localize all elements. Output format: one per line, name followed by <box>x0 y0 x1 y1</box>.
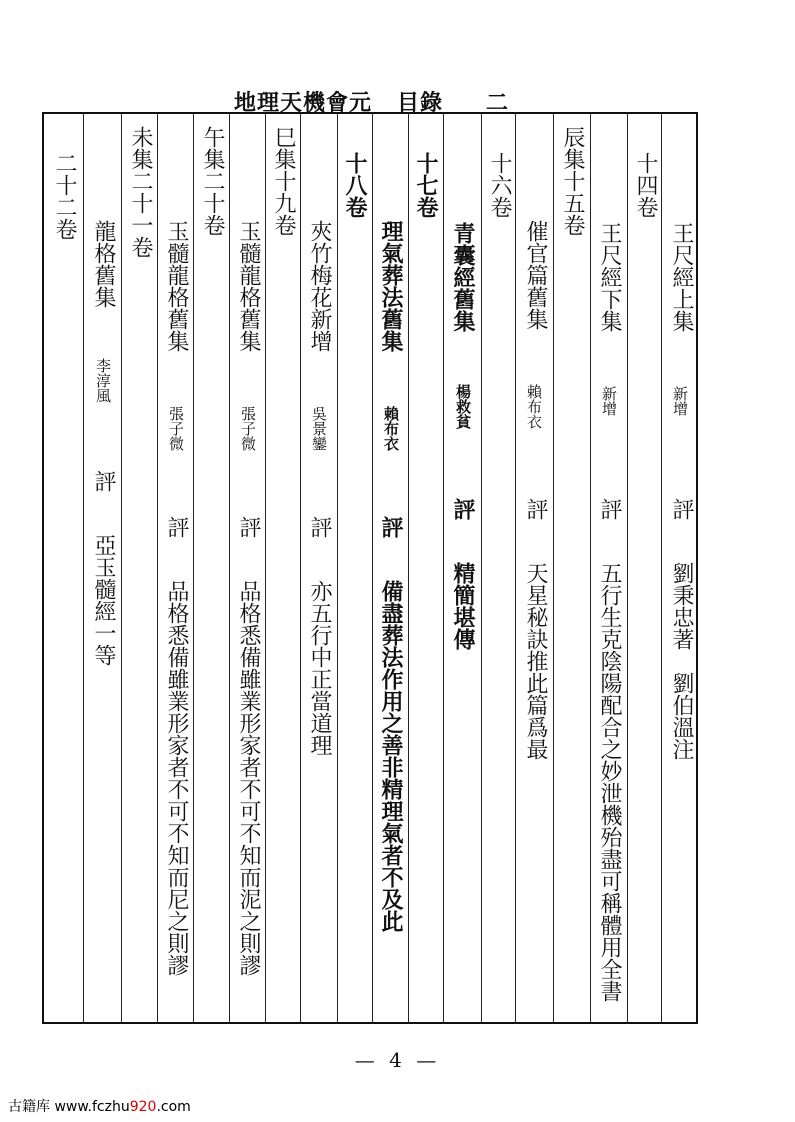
toc-column-4 <box>554 114 591 1022</box>
section-title: 目錄 <box>397 90 444 116</box>
entry-title: 青囊經舊集 <box>450 222 476 332</box>
entry-author: 新增 <box>600 386 618 416</box>
entry-comment: 亞玉髓經一等 <box>91 534 116 666</box>
volume-label: 十六卷 <box>487 152 512 218</box>
toc-column-16 <box>122 114 158 1022</box>
watermark-url <box>54 1099 190 1115</box>
entry-review-label: 評 <box>307 516 332 538</box>
volume-label: 巳集十九卷 <box>271 126 296 236</box>
entry-comment: 亦五行中正當道理 <box>307 580 332 756</box>
page-number: — 4 — <box>354 1048 441 1072</box>
toc-column-10 <box>338 114 373 1022</box>
volume-label: 辰集十五卷 <box>560 126 585 236</box>
toc-column-18 <box>44 114 84 1022</box>
toc-column-5 <box>516 114 554 1022</box>
toc-column-17 <box>84 114 122 1022</box>
book-title: 地理天機會元 <box>234 90 373 116</box>
volume-label: 十七卷 <box>413 152 439 218</box>
entry-title: 玉髓龍格舊集 <box>164 220 189 352</box>
toc-column-8 <box>409 114 444 1022</box>
entry-author: 張子微 <box>239 406 257 451</box>
entry-comment: 劉秉忠著 劉伯溫注 <box>669 562 694 760</box>
entry-author: 李淳風 <box>94 358 112 403</box>
entry-review-label: 評 <box>236 516 261 538</box>
entry-title: 王尺經下集 <box>597 222 622 332</box>
volume-label: 未集二十一卷 <box>128 126 153 258</box>
entry-review-label: 評 <box>378 516 404 538</box>
entry-author: 賴布衣 <box>525 384 543 429</box>
page-number-chinese: 二 <box>486 90 510 116</box>
volume-label: 二十二卷 <box>52 152 77 240</box>
watermark-site-name: 古籍库 <box>8 1099 50 1115</box>
toc-column-9 <box>373 114 409 1022</box>
entry-author: 張子微 <box>167 406 185 451</box>
watermark-url-prefix: www.fczhu <box>54 1099 130 1115</box>
entry-comment: 五行生克陰陽配合之妙泄機殆盡可稱體用全書 <box>597 562 622 1002</box>
entry-comment: 備盡葬法作用之善非精理氣者不及此 <box>378 580 404 932</box>
entry-title: 催官篇舊集 <box>523 220 548 330</box>
page-footer <box>0 1048 795 1072</box>
entry-comment: 天星秘訣推此篇爲最 <box>523 562 548 760</box>
toc-column-7 <box>444 114 482 1022</box>
toc-column-3 <box>591 114 628 1022</box>
volume-label: 十四卷 <box>633 152 658 218</box>
entry-author: 吳景鑾 <box>310 406 328 451</box>
toc-column-6 <box>482 114 516 1022</box>
toc-column-11 <box>301 114 338 1022</box>
table-of-contents <box>42 112 698 1024</box>
entry-comment: 品格悉備雖業形家者不可不知而泥之則謬 <box>236 580 261 976</box>
entry-review-label: 評 <box>523 498 548 520</box>
entry-author: 新增 <box>671 386 689 416</box>
site-watermark <box>8 1096 191 1116</box>
entry-review-label: 評 <box>597 498 622 520</box>
toc-column-12 <box>266 114 301 1022</box>
watermark-url-suffix: .com <box>156 1099 191 1115</box>
watermark-url-number: 920 <box>129 1099 157 1115</box>
toc-column-13 <box>230 114 266 1022</box>
toc-column-2 <box>628 114 662 1022</box>
entry-author: 賴布衣 <box>382 406 400 451</box>
entry-title: 夾竹梅花新增 <box>307 220 332 352</box>
volume-label: 十八卷 <box>342 152 368 218</box>
entry-review-label: 評 <box>669 498 694 520</box>
toc-column-14 <box>194 114 230 1022</box>
toc-column-1 <box>662 114 700 1022</box>
entry-review-label: 評 <box>91 470 116 492</box>
entry-comment: 品格悉備雖業形家者不可不知而尼之則謬 <box>164 580 189 976</box>
entry-title: 理氣葬法舊集 <box>378 220 404 352</box>
entry-review-label: 評 <box>450 498 476 520</box>
toc-column-15 <box>158 114 194 1022</box>
entry-title: 龍格舊集 <box>91 220 116 308</box>
entry-review-label: 評 <box>164 516 189 538</box>
entry-title: 王尺經上集 <box>669 222 694 332</box>
entry-title: 玉髓龍格舊集 <box>236 220 261 352</box>
entry-author: 楊救貧 <box>454 384 472 429</box>
volume-label: 午集二十卷 <box>200 126 225 236</box>
entry-comment: 精簡堪傳 <box>450 562 476 650</box>
